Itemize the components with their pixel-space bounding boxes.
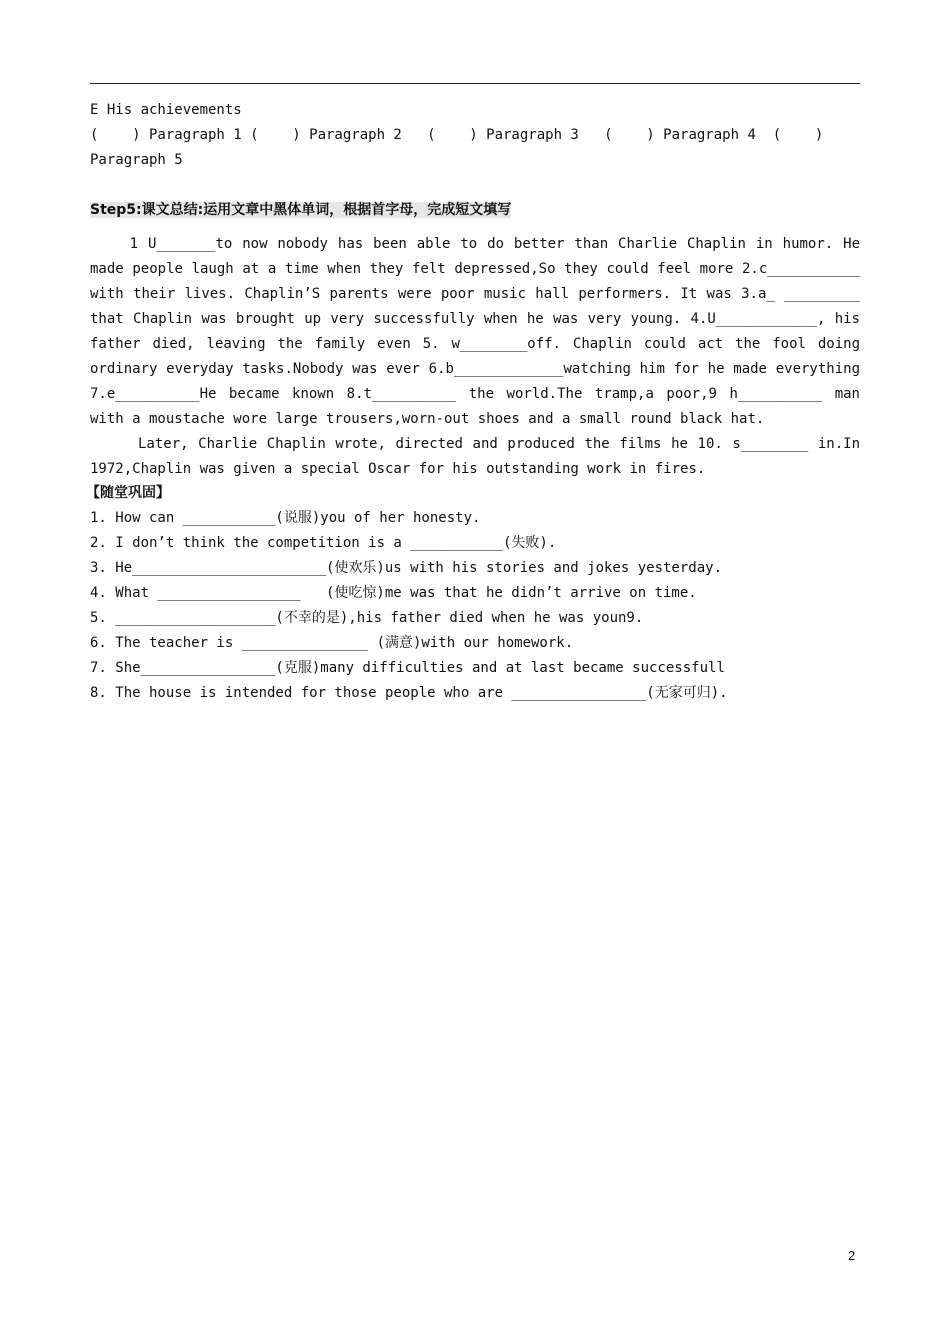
summary-line: 7.e__________He became known 8.t__________ the world.The tramp,a poor,9 h__________ man bbox=[90, 386, 860, 402]
practice-item: 1. How can ___________(说服)you of her honesty. bbox=[90, 510, 481, 526]
page-number: 2 bbox=[848, 1248, 856, 1263]
summary-line: that Chaplin was brought up very successfully when he was very young. 4.U____________, his bbox=[90, 311, 860, 327]
practice-heading: 【随堂巩固】 bbox=[86, 485, 170, 501]
summary-line: made people laugh at a time when they felt depressed,So they could feel more 2.c___________ bbox=[90, 261, 860, 277]
paragraph-match-line-2: Paragraph 5 bbox=[90, 152, 183, 168]
practice-item: 5. ___________________(不幸的是),his father died when he was youn9. bbox=[90, 610, 644, 626]
summary-line: with their lives. Chaplin’S parents were poor music hall performers. It was 3.a_ _________ bbox=[90, 286, 860, 302]
practice-item: 8. The house is intended for those people who are ________________(无家可归). bbox=[90, 685, 728, 701]
practice-item: 7. She________________(克服)many difficulties and at last became successfull bbox=[90, 660, 725, 676]
header-rule bbox=[90, 83, 860, 84]
task-e-label: E His achievements bbox=[90, 102, 242, 118]
summary-line: Later, Charlie Chaplin wrote, directed and produced the films he 10. s________ in.In bbox=[90, 436, 860, 452]
summary-line: with a moustache wore large trousers,worn-out shoes and a small round black hat. bbox=[90, 411, 765, 427]
practice-item: 2. I don’t think the competition is a ___________(失败). bbox=[90, 535, 557, 551]
practice-item: 4. What _________________ (使吃惊)me was that he didn’t arrive on time. bbox=[90, 585, 697, 601]
paragraph-match-line-1: ( ) Paragraph 1 ( ) Paragraph 2 ( ) Paragraph 3 ( ) Paragraph 4 ( ) bbox=[90, 127, 824, 143]
summary-line: ordinary everyday tasks.Nobody was ever 6.b_____________watching him for he made everything bbox=[90, 361, 860, 377]
step5-heading bbox=[90, 200, 860, 220]
practice-item: 3. He_______________________(使欢乐)us with his stories and jokes yesterday. bbox=[90, 560, 723, 576]
step5-heading-text: Step5:课文总结:运用文章中黑体单词，根据首字母，完成短文填写 bbox=[90, 202, 512, 218]
summary-line: 1972,Chaplin was given a special Oscar for his outstanding work in fires. bbox=[90, 461, 706, 477]
summary-line: 1 U_______to now nobody has been able to do better than Charlie Chaplin in humor. He bbox=[90, 236, 860, 252]
summary-line: father died, leaving the family even 5. w________off. Chaplin could act the fool doing bbox=[90, 336, 860, 352]
practice-item: 6. The teacher is _______________ (满意)with our homework. bbox=[90, 635, 574, 651]
